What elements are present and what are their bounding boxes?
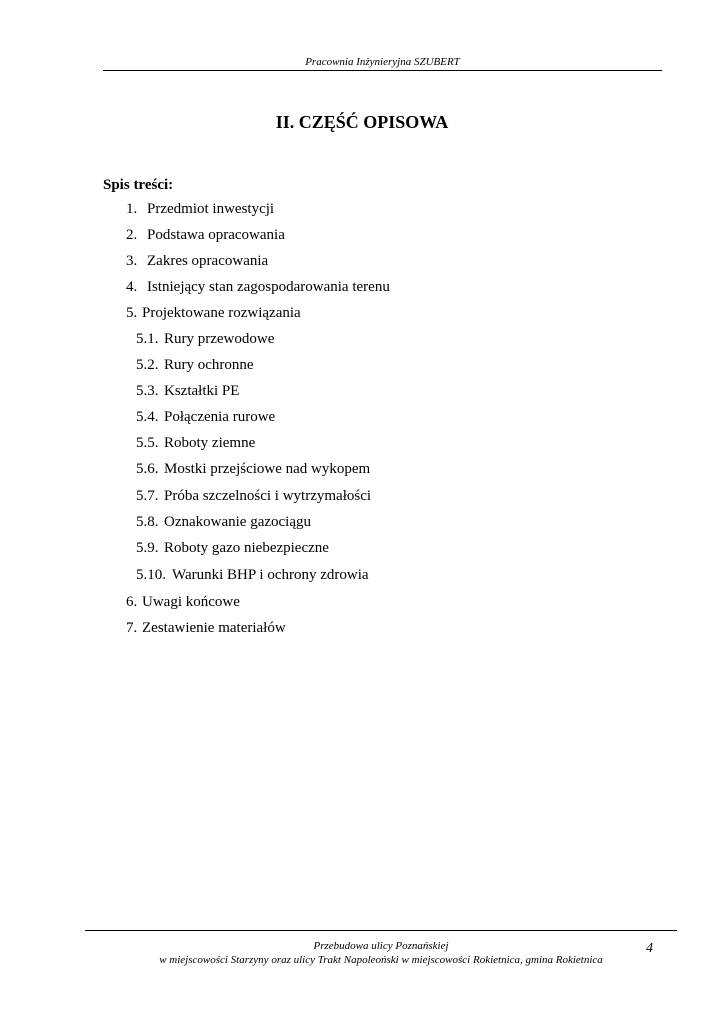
toc-item-label: Warunki BHP i ochrony zdrowia [172,567,369,583]
footer-divider [85,930,677,931]
toc-item-number: 2. [126,227,138,243]
toc-item-5-1 [136,331,274,351]
toc-item-number: 4. [126,279,138,295]
header-divider [103,70,662,71]
toc-item-4 [126,279,390,299]
toc-item-5-5 [136,435,255,455]
toc-item-2 [126,227,285,247]
toc-item-number: 1. [126,201,138,217]
toc-item-label: Istniejący stan zagospodarowania terenu [147,279,390,295]
toc-item-number: 5.6. [136,461,159,477]
toc-item-5-6 [136,461,370,481]
toc-item-5-4 [136,409,275,429]
toc-item-label: Zakres opracowania [147,253,269,269]
toc-item-1 [126,201,274,221]
toc-item-label: Oznakowanie gazociągu [164,514,312,530]
toc-item-3 [126,253,268,273]
toc-item-label: Uwagi końcowe [142,594,240,610]
toc-item-number: 5.3. [136,383,159,399]
toc-item-5-9 [136,540,329,560]
toc-item-number: 5.7. [136,488,159,504]
running-header: Pracownia Inżynieryjna SZUBERT [305,56,460,68]
toc-item-number: 5.1. [136,331,159,347]
toc-item-5-7 [136,488,371,508]
toc-item-5-2 [136,357,254,377]
toc-item-5 [126,305,301,325]
toc-item-label: Kształtki PE [164,383,240,399]
toc-item-number: 6. [126,594,138,610]
toc-item-number: 5.2. [136,357,159,373]
footer-project-location: w miejscowości Starzyny oraz ulicy Trakt Napoleoński w miejscowości Rokietnica, gmina Rokietnica [159,954,603,966]
toc-item-7 [126,620,286,640]
toc-item-label: Roboty ziemne [164,435,256,451]
toc-item-label: Mostki przejściowe nad wykopem [164,461,371,477]
toc-item-number: 5. [126,305,138,321]
toc-item-number: 5.4. [136,409,159,425]
toc-item-label: Przedmiot inwestycji [147,201,275,217]
toc-heading: Spis treści: [103,177,174,193]
toc-item-number: 5.9. [136,540,159,556]
toc-item-label: Podstawa opracowania [147,227,285,243]
toc-item-5-3 [136,383,239,403]
toc-item-number: 5.8. [136,514,159,530]
toc-item-5-8 [136,514,311,534]
toc-item-5-10 [136,567,369,587]
toc-item-label: Roboty gazo niebezpieczne [164,540,329,556]
toc-item-label: Rury ochronne [164,357,254,373]
section-title: II. CZĘŚĆ OPISOWA [275,112,449,132]
toc-item-number: 5.10. [136,567,166,583]
footer-project-title: Przebudowa ulicy Poznańskiej [313,940,449,952]
toc-item-label: Próba szczelności i wytrzymałości [164,488,372,504]
page-number: 4 [646,941,653,956]
toc-item-number: 3. [126,253,138,269]
toc-item-number: 7. [126,620,138,636]
toc-item-number: 5.5. [136,435,159,451]
toc-item-label: Rury przewodowe [164,331,275,347]
toc-item-6 [126,594,240,614]
toc-item-label: Połączenia rurowe [164,409,276,425]
toc-item-label: Projektowane rozwiązania [142,305,301,321]
toc-item-label: Zestawienie materiałów [142,620,286,636]
